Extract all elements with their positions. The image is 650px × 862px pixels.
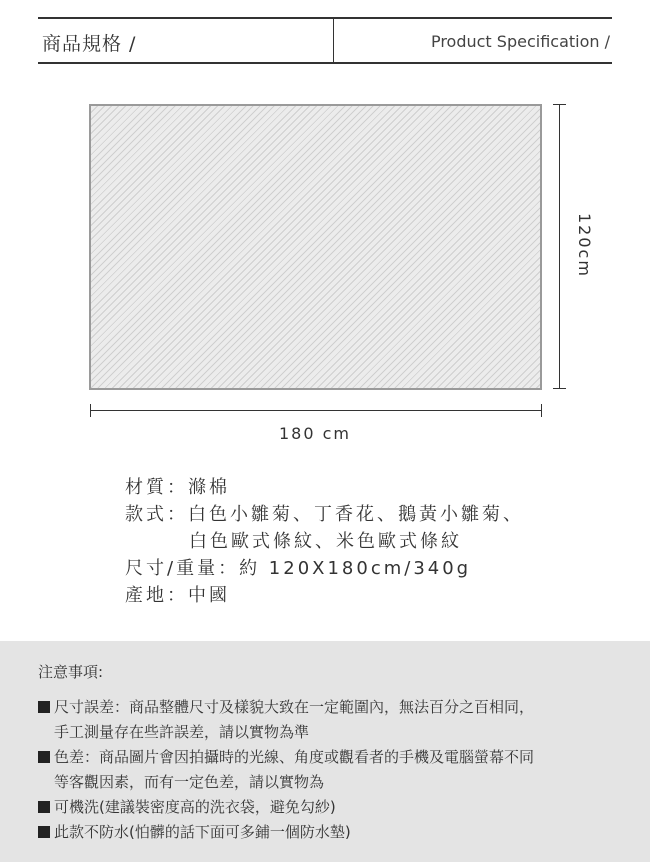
note-item-continued <box>38 770 534 795</box>
spec-material: 材質：滌棉 <box>125 477 230 498</box>
note-item-continued <box>38 720 534 745</box>
note-text: 色差：商品圖片會因拍攝時的光線、角度或觀看者的手機及電腦螢幕不同 <box>54 748 535 766</box>
note-item <box>38 795 534 820</box>
spec-header <box>38 17 612 64</box>
height-dimension-cap-bottom <box>553 388 566 389</box>
note-text: 等客觀因素，而有一定色差，請以實物為 <box>54 773 325 791</box>
product-diagram <box>89 104 542 390</box>
width-dimension-line <box>90 410 542 411</box>
spec-origin: 產地：中國 <box>125 585 230 606</box>
spec-style: 款式：白色小雛菊、丁香花、鵝黃小雛菊、 <box>125 504 524 525</box>
note-text: 可機洗(建議裝密度高的洗衣袋，避免勾紗) <box>54 798 336 816</box>
note-item <box>38 695 534 720</box>
square-bullet-icon <box>38 801 50 813</box>
spec-style-continued <box>125 528 524 555</box>
width-dimension-cap-left <box>90 404 91 417</box>
spec-size-weight: 尺寸/重量：約 120X180cm/340g <box>125 558 472 579</box>
notes-title: 注意事項: <box>38 663 104 681</box>
notes-panel <box>0 641 650 862</box>
height-dimension-line <box>559 104 560 388</box>
note-text: 手工測量存在些許誤差，請以實物為準 <box>54 723 310 741</box>
width-dimension-cap-right <box>541 404 542 417</box>
note-item <box>38 820 534 845</box>
square-bullet-icon <box>38 701 50 713</box>
spec-list <box>125 474 524 609</box>
width-dimension-label: 180 cm <box>279 424 352 443</box>
header-title-en: Product Specification / <box>430 32 610 51</box>
note-item <box>38 745 534 770</box>
notes-list <box>38 695 534 845</box>
height-dimension-cap-top <box>553 104 566 105</box>
header-divider <box>333 19 334 62</box>
square-bullet-icon <box>38 826 50 838</box>
note-text: 此款不防水(怕髒的話下面可多鋪一個防水墊) <box>54 823 351 841</box>
header-title-zh: 商品規格 / <box>42 33 137 55</box>
square-bullet-icon <box>38 751 50 763</box>
note-text: 尺寸誤差：商品整體尺寸及樣貌大致在一定範圍內，無法百分之百相同， <box>54 698 535 716</box>
height-dimension-label: 120cm <box>575 213 594 278</box>
spec-style-line2: 白色歐式條紋、米色歐式條紋 <box>189 531 462 552</box>
